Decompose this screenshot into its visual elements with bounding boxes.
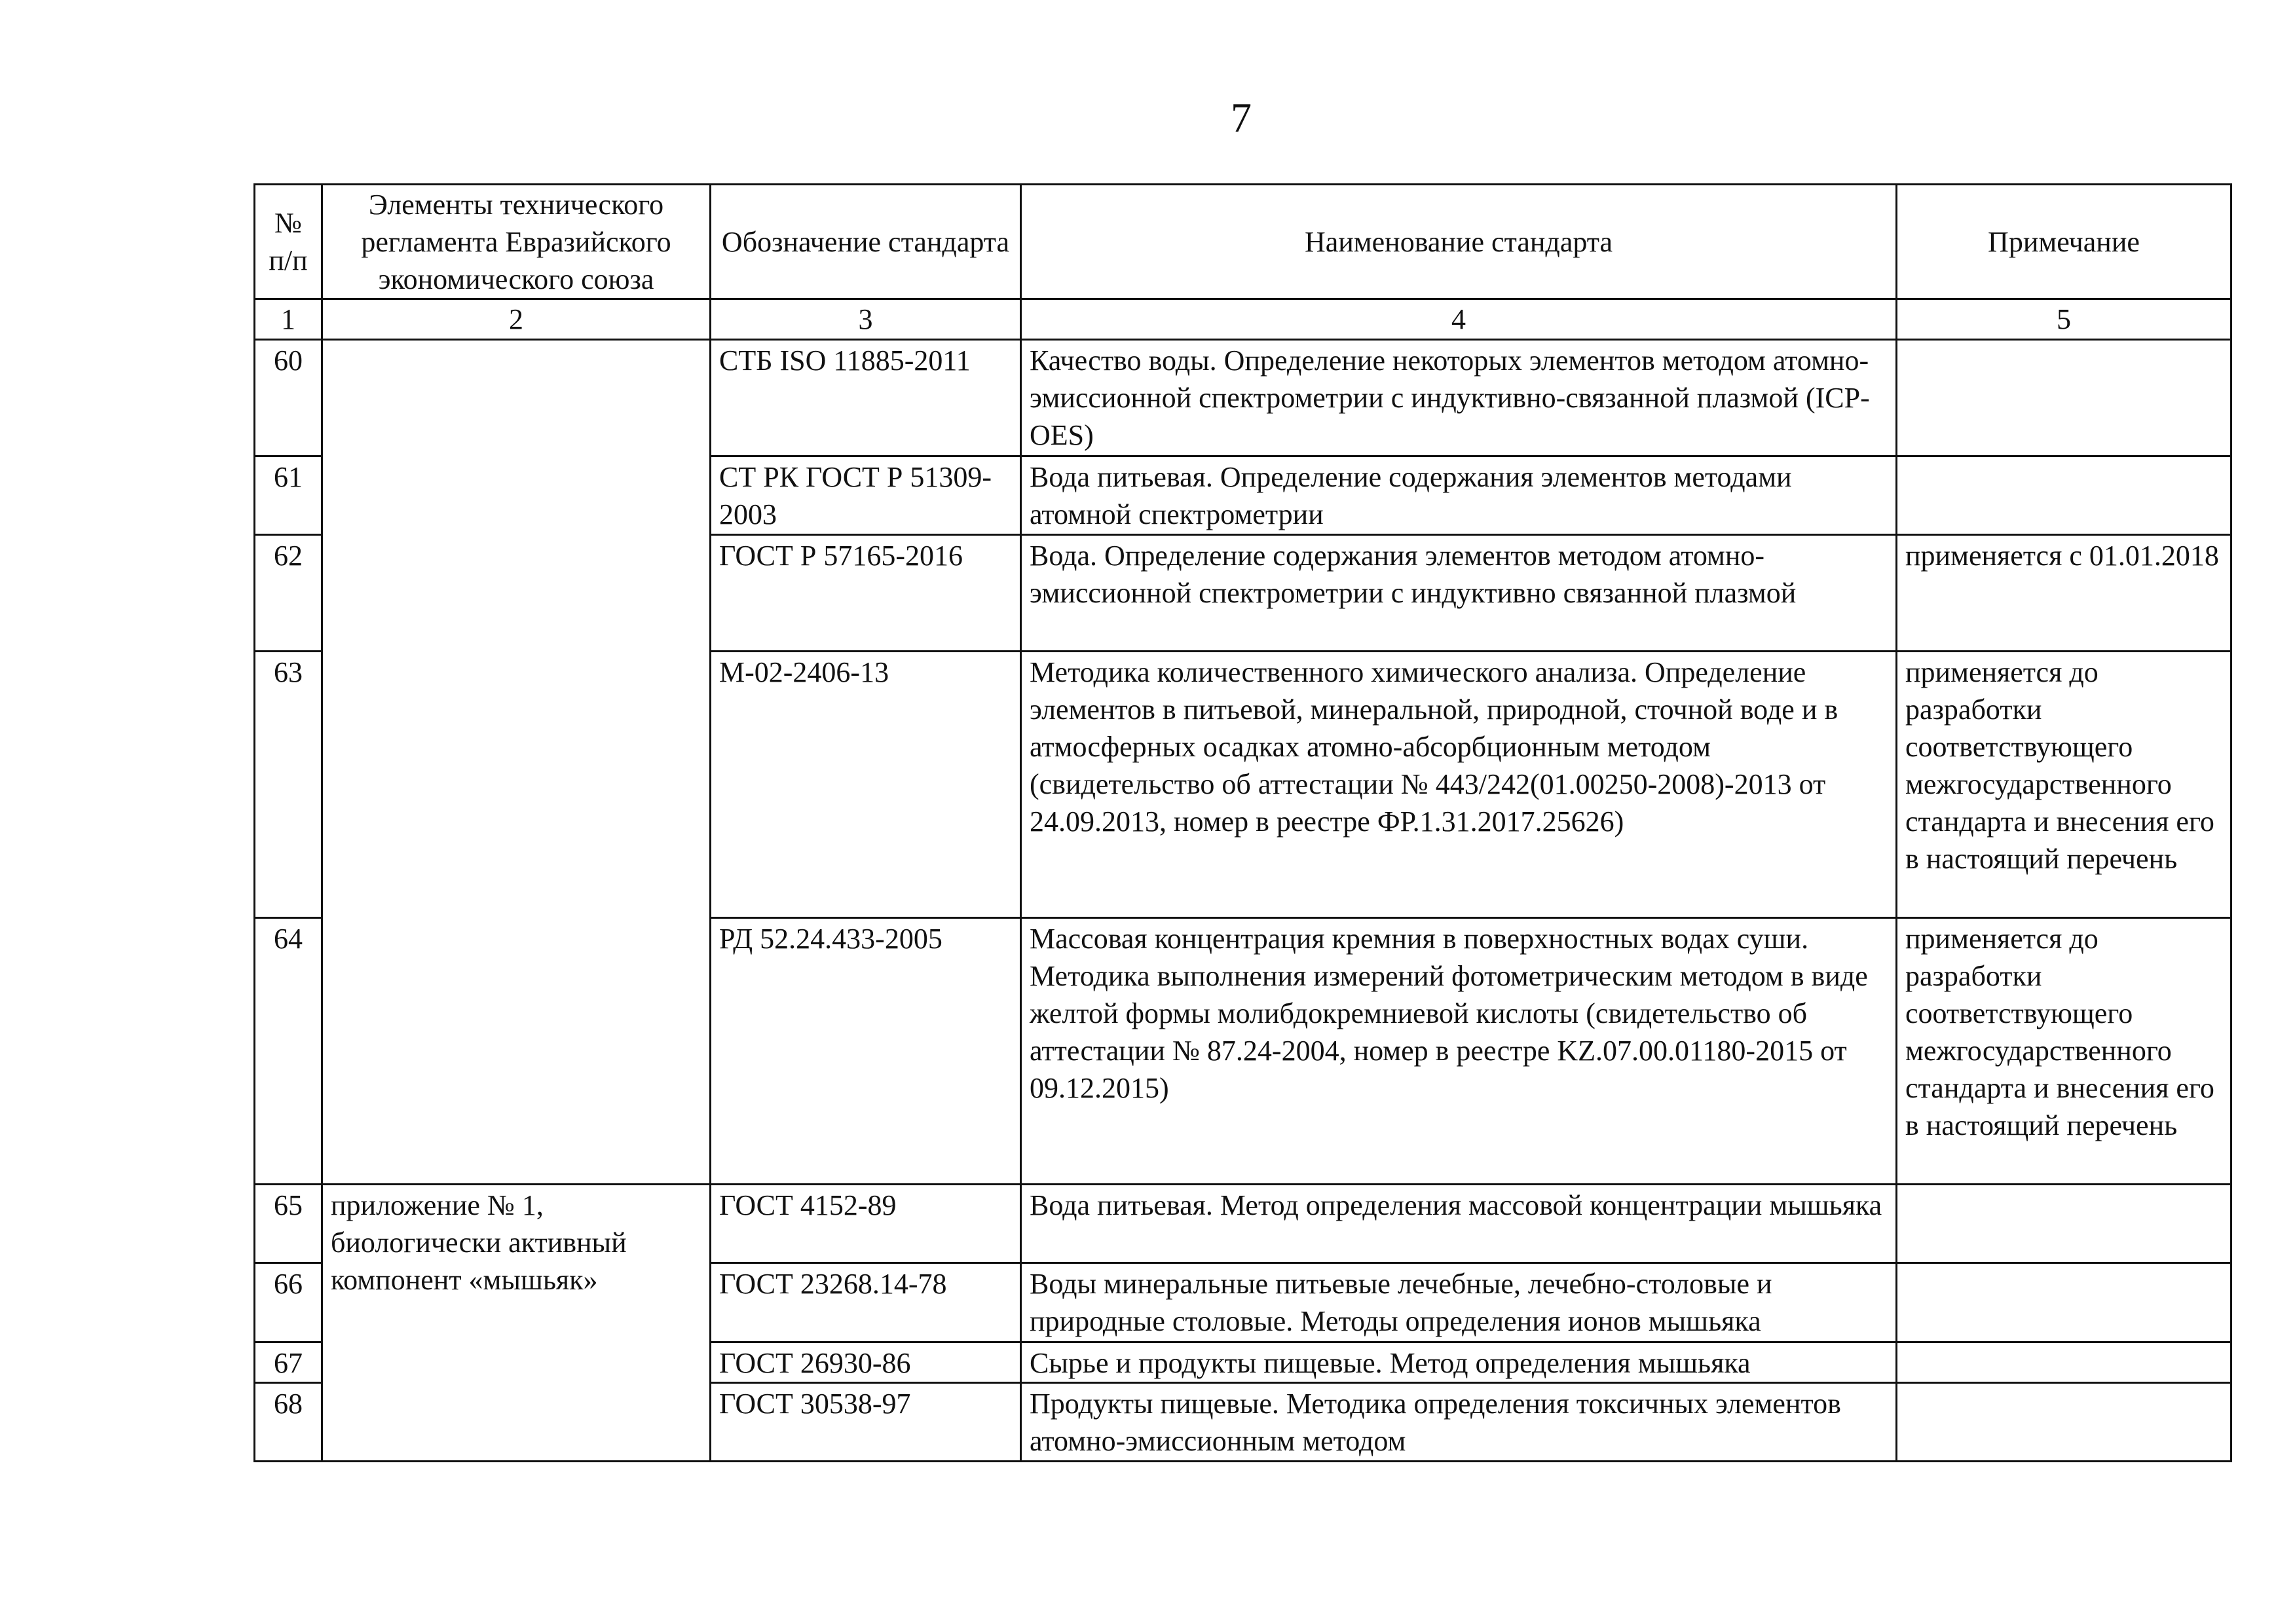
standard-designation: ГОСТ 26930-86	[711, 1342, 1021, 1383]
standard-designation: М-02-2406-13	[711, 652, 1021, 918]
standard-designation: СТБ ISO 11885-2011	[711, 340, 1021, 456]
standard-name: Продукты пищевые. Методика определения токсичных элементов атомно-эмиссионным методом	[1021, 1383, 1897, 1462]
regulation-element: приложение № 1, биологически активный компонент «мышьяк»	[322, 1185, 711, 1462]
standard-note: применяется с 01.01.2018	[1897, 535, 2231, 652]
standard-note	[1897, 1185, 2231, 1263]
standard-designation: ГОСТ 30538-97	[711, 1383, 1021, 1462]
header-regulation-elements: Элементы технического регламента Евразийского экономического союза	[322, 185, 711, 299]
standards-table	[253, 183, 2232, 1462]
page-number: 7	[1231, 94, 1252, 141]
standard-name: Качество воды. Определение некоторых элементов методом атомно-эмиссионной спектрометрии с индуктивно-связанной плазмой (ICP-OES)	[1021, 340, 1897, 456]
standard-name: Сырье и продукты пищевые. Метод определения мышьяка	[1021, 1342, 1897, 1383]
row-number: 67	[255, 1342, 322, 1383]
table-header-row	[255, 185, 2231, 299]
standard-designation: ГОСТ 4152-89	[711, 1185, 1021, 1263]
standard-name: Массовая концентрация кремния в поверхностных водах суши. Методика выполнения измерений фотометрическим методом в виде желтой формы молибдокремниевой кислоты (свидетельство об аттестации № 87.24-2004, номер в реестре KZ.07.00.01180-2015 от 09.12.2015)	[1021, 918, 1897, 1185]
column-number: 2	[322, 299, 711, 340]
header-standard-name: Наименование стандарта	[1021, 185, 1897, 299]
row-number: 64	[255, 918, 322, 1185]
standard-note	[1897, 456, 2231, 535]
standard-note	[1897, 1383, 2231, 1462]
standard-note	[1897, 1342, 2231, 1383]
header-designation: Обозначение стандарта	[711, 185, 1021, 299]
column-number: 4	[1021, 299, 1897, 340]
row-number: 65	[255, 1185, 322, 1263]
row-number: 62	[255, 535, 322, 652]
standard-note: применяется до разработки соответствующего межгосударственного стандарта и внесения его в настоящий перечень	[1897, 918, 2231, 1185]
standard-note: применяется до разработки соответствующего межгосударственного стандарта и внесения его в настоящий перечень	[1897, 652, 2231, 918]
row-number: 66	[255, 1263, 322, 1342]
standard-name: Вода. Определение содержания элементов методом атомно-эмиссионной спектрометрии с индуктивно связанной плазмой	[1021, 535, 1897, 652]
column-number: 5	[1897, 299, 2231, 340]
column-number: 1	[255, 299, 322, 340]
standard-designation: РД 52.24.433-2005	[711, 918, 1021, 1185]
standard-name: Воды минеральные питьевые лечебные, лечебно-столовые и природные столовые. Методы определения ионов мышьяка	[1021, 1263, 1897, 1342]
standard-designation: СТ РК ГОСТ Р 51309-2003	[711, 456, 1021, 535]
standard-designation: ГОСТ 23268.14-78	[711, 1263, 1021, 1342]
regulation-element-empty	[322, 340, 711, 1185]
standard-note	[1897, 340, 2231, 456]
standard-note	[1897, 1263, 2231, 1342]
table-row	[255, 1185, 2231, 1263]
standard-name: Вода питьевая. Метод определения массовой концентрации мышьяка	[1021, 1185, 1897, 1263]
header-number: № п/п	[255, 185, 322, 299]
standard-name: Вода питьевая. Определение содержания элементов методами атомной спектрометрии	[1021, 456, 1897, 535]
standard-designation: ГОСТ Р 57165-2016	[711, 535, 1021, 652]
header-note: Примечание	[1897, 185, 2231, 299]
column-number: 3	[711, 299, 1021, 340]
row-number: 68	[255, 1383, 322, 1462]
row-number: 60	[255, 340, 322, 456]
standard-name: Методика количественного химического анализа. Определение элементов в питьевой, минеральной, природной, сточной воде и в атмосферных осадках атомно-абсорбционным методом (свидетельство об аттестации № 443/242(01.00250-2008)-2013 от 24.09.2013, номер в реестре ФР.1.31.2017.25626)	[1021, 652, 1897, 918]
table-row	[255, 340, 2231, 456]
column-number-row	[255, 299, 2231, 340]
row-number: 61	[255, 456, 322, 535]
row-number: 63	[255, 652, 322, 918]
